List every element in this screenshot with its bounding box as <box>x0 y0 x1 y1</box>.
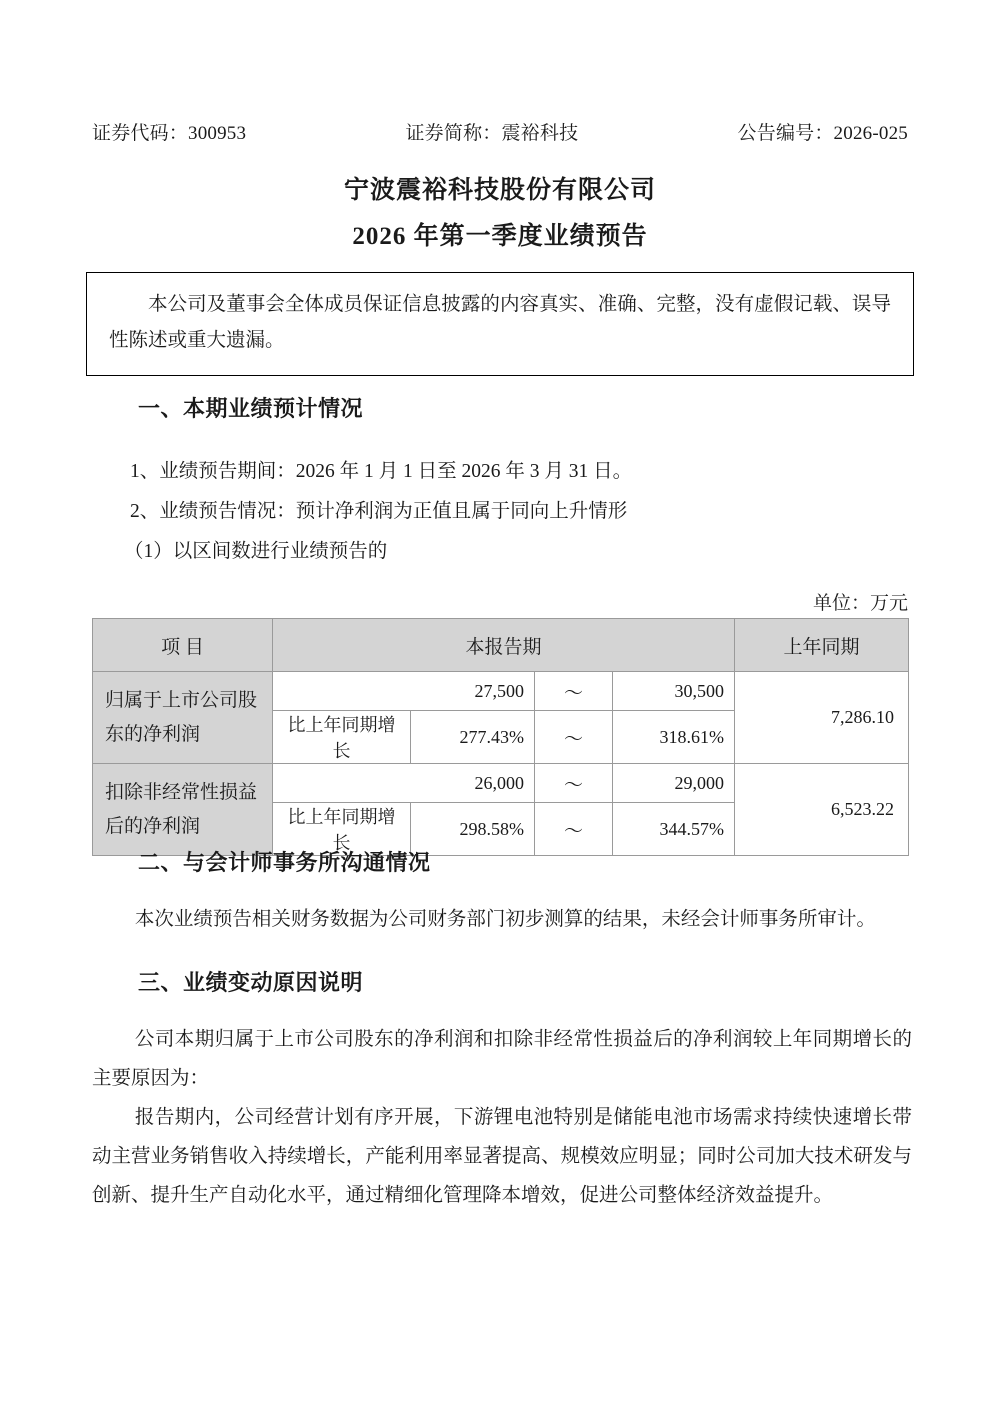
header-current-period: 本报告期 <box>273 619 735 672</box>
section3-body-2: 报告期内，公司经营计划有序开展，下游锂电池特别是储能电池市场需求持续快速增长带动主营业务销售收入持续增长，产能利用率显著提高、规模效应明显；同时公司加大技术研发与创新、提升生产自动化水平，通过精细化管理降本增效，促进公司整体经济效益提升。 <box>92 1107 912 1206</box>
disclaimer-box <box>86 272 914 376</box>
table-row <box>93 672 909 711</box>
section1-item-3: （1）以区间数进行业绩预告的 <box>124 541 388 562</box>
security-abbreviation: 证券简称：震裕科技 <box>405 123 579 144</box>
section3-body-1: 公司本期归属于上市公司股东的净利润和扣除非经常性损益后的净利润较上年同期增长的主要原因为： <box>92 1029 912 1089</box>
row-growth-high: 318.61% <box>613 711 735 764</box>
row-prior-value: 7,286.10 <box>735 672 909 764</box>
section-heading-three: 三、业绩变动原因说明 <box>138 970 364 995</box>
row-growth-high: 344.57% <box>613 803 735 856</box>
range-tilde-icon: ～ <box>535 764 613 803</box>
section1-item-2: 2、业绩预告情况：预计净利润为正值且属于同向上升情形 <box>130 501 628 522</box>
range-tilde-icon: ～ <box>535 711 613 764</box>
announcement-number: 公告编号：2026-025 <box>737 123 908 144</box>
growth-label: 比上年同期增长 <box>273 803 411 856</box>
section2-body: 本次业绩预告相关财务数据为公司财务部门初步测算的结果，未经会计师事务所审计。 <box>134 909 876 930</box>
document-header <box>92 118 908 145</box>
table-header-row <box>93 619 909 672</box>
table-row <box>93 764 909 803</box>
section-heading-one: 一、本期业绩预计情况 <box>138 396 364 421</box>
row-growth-low: 277.43% <box>411 711 535 764</box>
header-item: 项 目 <box>93 619 273 672</box>
table-unit-label: 单位：万元 <box>812 593 908 614</box>
row-prior-value: 6,523.22 <box>735 764 909 856</box>
row-amount-high: 30,500 <box>613 672 735 711</box>
range-tilde-icon: ～ <box>535 803 613 856</box>
section1-item-1: 1、业绩预告期间：2026 年 1 月 1 日至 2026 年 3 月 31 日。 <box>130 461 633 482</box>
company-name: 宁波震裕科技股份有限公司 <box>343 177 656 204</box>
page-title: 2026 年第一季度业绩预告 <box>352 223 648 250</box>
section-heading-two: 二、与会计师事务所沟通情况 <box>138 850 431 875</box>
row-item-label: 归属于上市公司股东的净利润 <box>93 672 273 764</box>
title-block <box>0 168 1000 260</box>
row-item-label: 扣除非经常性损益后的净利润 <box>93 764 273 856</box>
growth-label: 比上年同期增长 <box>273 711 411 764</box>
range-tilde-icon: ～ <box>535 672 613 711</box>
header-prior-period: 上年同期 <box>735 619 909 672</box>
row-amount-high: 29,000 <box>613 764 735 803</box>
row-growth-low: 298.58% <box>411 803 535 856</box>
disclaimer-text: 本公司及董事会全体成员保证信息披露的内容真实、准确、完整，没有虚假记载、误导性陈述或重大遗漏。 <box>109 294 891 351</box>
security-code: 证券代码：300953 <box>92 123 247 144</box>
earnings-forecast-table <box>92 618 909 856</box>
row-amount-low: 26,000 <box>273 764 535 803</box>
row-amount-low: 27,500 <box>273 672 535 711</box>
